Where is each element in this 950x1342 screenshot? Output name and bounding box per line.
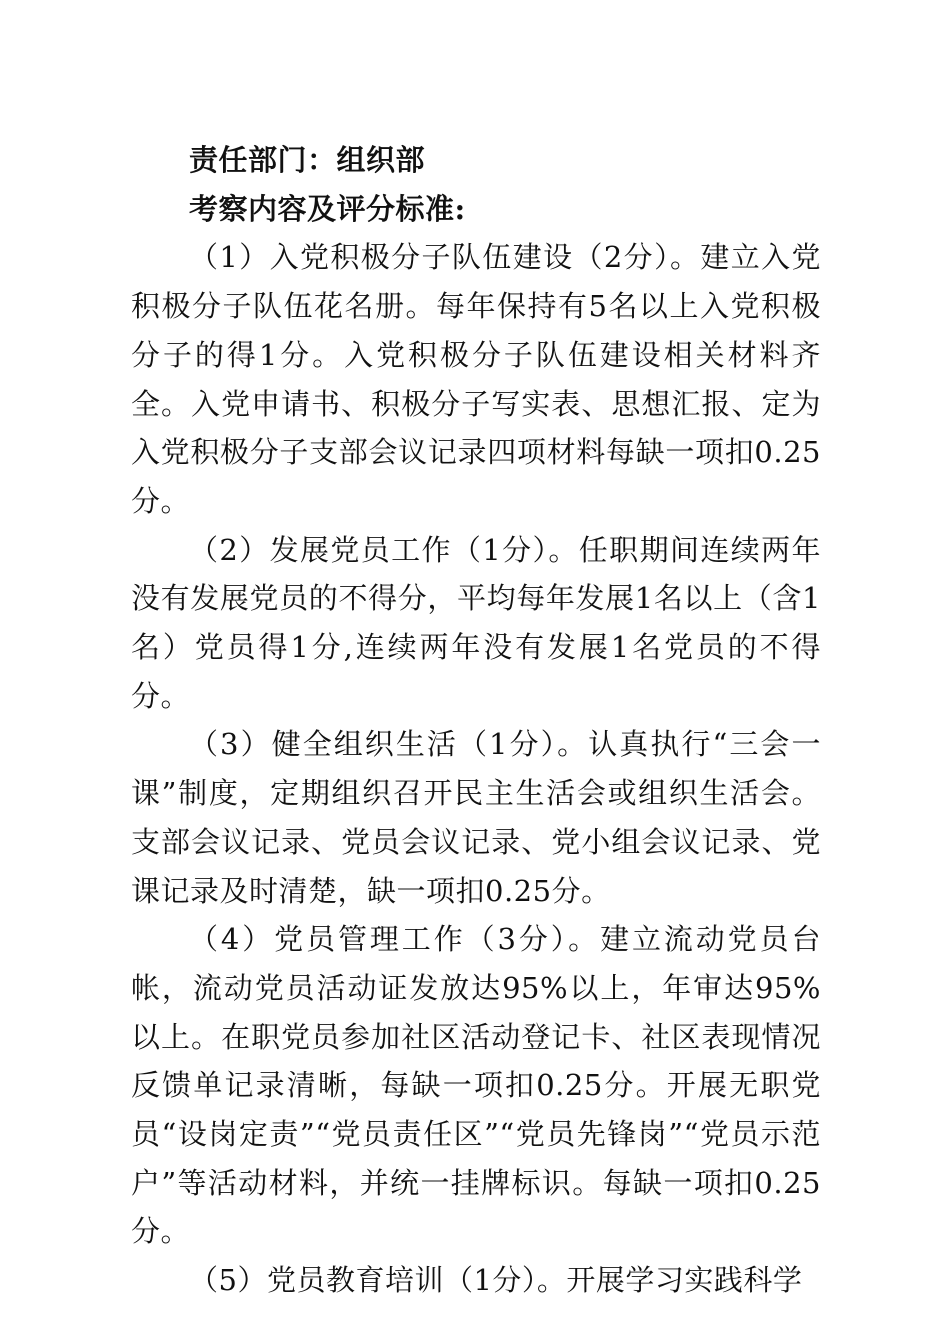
paragraph-item-2: （2）发展党员工作（1分）。任职期间连续两年没有发展党员的不得分，平均每年发展1名以上（含1名）党员得1分,连续两年没有发展1名党员的不得分。 [131, 532, 821, 713]
paragraph-item-3: （3）健全组织生活（1分）。认真执行“三会一课”制度，定期组织召开民主生活会或组织生活会。支部会议记录、党员会议记录、党小组会议记录、党课记录及时清楚，缺一项扣0.25分。 [131, 727, 821, 908]
paragraph-item-5: （5）党员教育培训（1分）。开展学习实践科学 [189, 1263, 803, 1298]
document-page [131, 136, 821, 1305]
criteria-heading: 考察内容及评分标准: [189, 191, 466, 226]
responsible-department-heading: 责任部门：组织部 [189, 143, 426, 177]
paragraph-item-1: （1）入党积极分子队伍建设（2分）。建立入党积极分子队伍花名册。每年保持有5名以上入党积极分子的得1分。入党积极分子队伍建设相关材料齐全。入党申请书、积极分子写实表、思想汇报、定为入党积极分子支部会议记录四项材料每缺一项扣0.25分。 [131, 240, 821, 518]
paragraph-item-4: （4）党员管理工作（3分）。建立流动党员台帐，流动党员活动证发放达95%以上，年审达95%以上。在职党员参加社区活动登记卡、社区表现情况反馈单记录清晰，每缺一项扣0.25分。开展无职党员“设岗定责”“党员责任区”“党员先锋岗”“党员示范户”等活动材料，并统一挂牌标识。每缺一项扣0.25分。 [131, 922, 821, 1249]
